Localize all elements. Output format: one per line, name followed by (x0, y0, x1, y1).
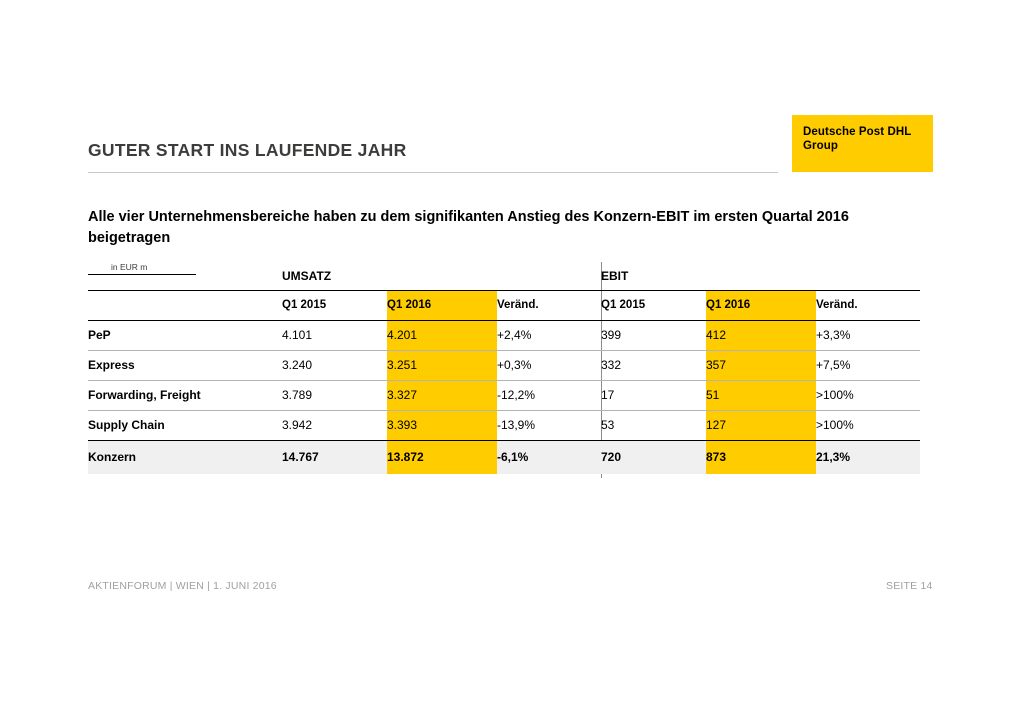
group-header-umsatz-pad1 (387, 262, 497, 290)
cell-ebit-2016: 412 (706, 320, 816, 350)
cell-umsatz-2015: 4.101 (282, 320, 387, 350)
cell-ebit-verand: >100% (816, 380, 920, 410)
row-label: Supply Chain (88, 410, 282, 440)
unit-label: in EUR m (111, 262, 148, 272)
total-ebit-2015: 720 (601, 440, 706, 474)
group-header-umsatz: UMSATZ (282, 268, 332, 283)
total-umsatz-2016: 13.872 (387, 440, 497, 474)
cell-umsatz-2016: 4.201 (387, 320, 497, 350)
cell-ebit-2016: 51 (706, 380, 816, 410)
company-logo (792, 115, 933, 172)
colhead-spacer (88, 290, 282, 320)
colhead-umsatz-q1-2016: Q1 2016 (387, 290, 497, 320)
cell-umsatz-2016: 3.393 (387, 410, 497, 440)
cell-ebit-2015: 17 (601, 380, 706, 410)
cell-umsatz-2016: 3.251 (387, 350, 497, 380)
group-header-ebit-pad1 (706, 262, 816, 290)
group-header-ebit: EBIT (601, 268, 629, 283)
group-header-spacer (88, 262, 282, 290)
footer-left: AKTIENFORUM | WIEN | 1. JUNI 2016 (88, 580, 277, 592)
table-group-header-row (88, 262, 920, 290)
cell-ebit-verand: +3,3% (816, 320, 920, 350)
cell-ebit-2016: 127 (706, 410, 816, 440)
table-column-header-row (88, 290, 920, 320)
cell-ebit-2015: 399 (601, 320, 706, 350)
cell-ebit-verand: +7,5% (816, 350, 920, 380)
financial-table (88, 262, 920, 474)
subheading: Alle vier Unternehmensbereiche haben zu dem signifikanten Anstieg des Konzern-EBIT im ersten Quartal 2016 beigetragen (88, 209, 849, 246)
table-row (88, 380, 920, 410)
table-total-row (88, 440, 920, 474)
logo-line-1: Deutsche Post DHL (803, 126, 912, 138)
cell-umsatz-2015: 3.789 (282, 380, 387, 410)
footer-page-number: SEITE 14 (886, 580, 933, 592)
cell-umsatz-2015: 3.240 (282, 350, 387, 380)
cell-ebit-2015: 332 (601, 350, 706, 380)
cell-umsatz-verand: -13,9% (497, 410, 601, 440)
logo-line-2: Group (803, 140, 838, 152)
colhead-ebit-q1-2015: Q1 2015 (601, 290, 706, 320)
table-row (88, 410, 920, 440)
group-header-ebit-pad2 (816, 262, 920, 290)
page-title: GUTER START INS LAUFENDE JAHR (88, 140, 407, 160)
table-row (88, 320, 920, 350)
cell-umsatz-verand: +0,3% (497, 350, 601, 380)
cell-umsatz-2015: 3.942 (282, 410, 387, 440)
cell-ebit-verand: >100% (816, 410, 920, 440)
total-label: Konzern (88, 440, 282, 474)
title-divider (88, 172, 778, 173)
colhead-umsatz-verand: Veränd. (497, 290, 601, 320)
total-umsatz-2015: 14.767 (282, 440, 387, 474)
total-ebit-2016: 873 (706, 440, 816, 474)
cell-umsatz-verand: -12,2% (497, 380, 601, 410)
row-label: Express (88, 350, 282, 380)
colhead-umsatz-q1-2015: Q1 2015 (282, 290, 387, 320)
colhead-ebit-q1-2016: Q1 2016 (706, 290, 816, 320)
total-umsatz-verand: -6,1% (497, 440, 601, 474)
table-row (88, 350, 920, 380)
total-ebit-verand: 21,3% (816, 440, 920, 474)
cell-umsatz-verand: +2,4% (497, 320, 601, 350)
colhead-ebit-verand: Veränd. (816, 290, 920, 320)
group-header-umsatz-pad2 (497, 262, 601, 290)
cell-ebit-2016: 357 (706, 350, 816, 380)
cell-ebit-2015: 53 (601, 410, 706, 440)
row-label: PeP (88, 320, 282, 350)
row-label: Forwarding, Freight (88, 380, 282, 410)
cell-umsatz-2016: 3.327 (387, 380, 497, 410)
